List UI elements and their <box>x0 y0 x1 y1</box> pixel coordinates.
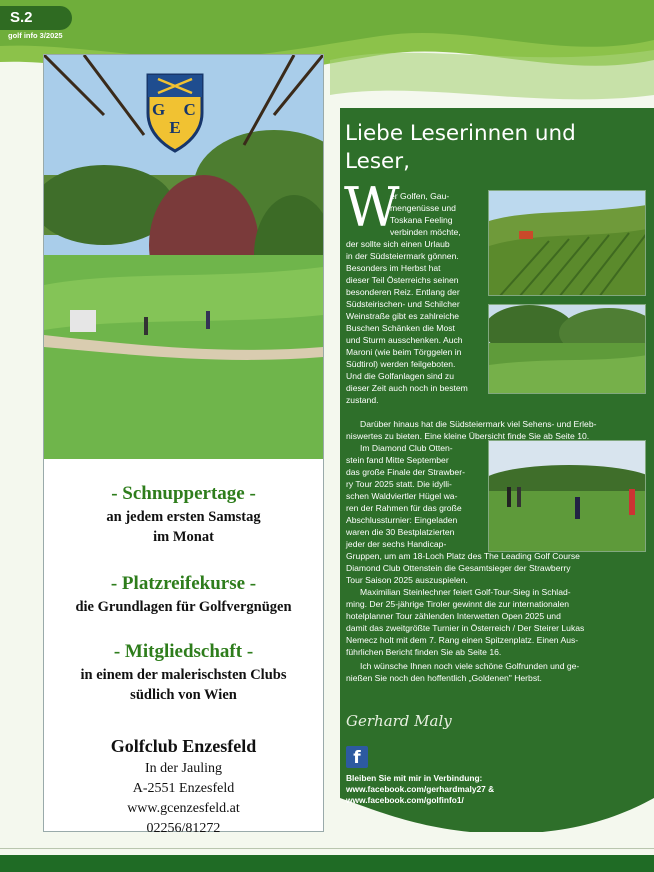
golf-course-photo <box>44 55 323 459</box>
text-line: Maximilian Steinlechner feiert Golf-Tour-Sieg in Schlad- <box>360 587 571 597</box>
footer-divider <box>0 848 654 849</box>
contact-block <box>346 773 494 806</box>
text-line: Nemecz holt mit dem 7. Rang einen Spitzenplatz. Einen Aus- <box>346 635 579 645</box>
text-line: in der Südsteiermark gönnen. <box>346 251 459 261</box>
text-line: besonderen Reiz. Entlang der <box>346 287 460 297</box>
phone-number: 02256/81272 <box>146 821 221 836</box>
headline-line: Leser, <box>345 149 410 174</box>
facebook-link-2[interactable]: www.facebook.com/golfinfo1/ <box>346 795 464 805</box>
editorial-headline <box>345 120 635 176</box>
address-line: In der Jauling <box>145 761 222 776</box>
website-link[interactable]: www.gcenzesfeld.at <box>127 801 240 816</box>
page-number: S.2 <box>0 6 72 30</box>
text-line: jeder der sechs Handicap- <box>346 539 447 549</box>
text-line: Weinstraße gibt es zahlreiche <box>346 311 460 321</box>
editorial-paragraph-4 <box>346 586 638 658</box>
text-line: dieser Zeit auch noch in bestem zustand. <box>346 383 468 405</box>
address-line: A-2551 Enzesfeld <box>132 781 235 796</box>
offer-line: in einem der malerischsten Clubs <box>80 667 287 683</box>
ad-text-block <box>44 459 323 839</box>
offer-line: die Grundlagen für Golfvergnügen <box>75 599 292 615</box>
club-name: Golfclub Enzesfeld <box>110 736 257 756</box>
text-line: Ich wünsche Ihnen noch viele schöne Golfrunden und ge- <box>360 661 580 671</box>
text-line: der sollte sich einen Urlaub <box>346 239 450 249</box>
text-line: hotelplanner Tour zählenden Interwetten Open 2025 und <box>346 611 561 621</box>
offer-line: an jedem ersten Samstag <box>106 509 261 525</box>
text-line: Darüber hinaus hat die Südsteiermark viel Sehens- und Erleb- <box>360 419 597 429</box>
text-line: Toskana Feeling <box>390 215 453 225</box>
text-line: ry Tour 2025 statt. Die idylli- <box>346 479 452 489</box>
golfclub-advertisement <box>43 54 324 836</box>
text-line: dieser Teil Österreichs seinen <box>346 275 459 285</box>
facebook-icon[interactable]: f <box>346 746 368 768</box>
contact-label: Bleiben Sie mit mir in Verbindung: <box>346 773 483 783</box>
offer-title-schnuppertage: - Schnuppertage - <box>111 483 256 504</box>
text-line: Südsteirischen- und Schilcher <box>346 299 460 309</box>
editorial-paragraph-3-continued <box>346 550 638 586</box>
text-line: damit das zweitgrößte Turnier in Österreich / Der Steirer Lukas <box>346 623 585 633</box>
issue-label: golf info 3/2025 <box>8 31 63 40</box>
text-line: Abschlussturnier: Eingeladen <box>346 515 458 525</box>
offer-line: im Monat <box>153 529 214 545</box>
offer-line: südlich von Wien <box>130 687 237 703</box>
headline-line: Liebe Leserinnen und <box>345 121 576 146</box>
text-line: Besonders im Herbst hat <box>346 263 441 273</box>
offer-title-mitgliedschaft: - Mitgliedschaft - <box>113 641 254 662</box>
text-line: ren der Rahmen für das große <box>346 503 462 513</box>
text-line: Buschen Schänken die Most <box>346 323 455 333</box>
text-line: das große Finale der Strawber- <box>346 467 465 477</box>
logo-letter-g: G <box>152 100 166 119</box>
editorial-paragraph-2 <box>346 418 638 442</box>
text-line: schen Waldviertler Hügel wa- <box>346 491 458 501</box>
logo-letter-e: E <box>169 118 181 137</box>
text-line: Und die Golfanlagen sind zu <box>346 371 454 381</box>
signature: Gerhard Maly <box>346 712 452 730</box>
logo-letter-c: C <box>183 100 196 119</box>
footer-bar <box>0 855 654 872</box>
text-line: Tour Saison 2025 auszuspielen. <box>346 575 468 585</box>
text-line: ming. Der 25-jährige Tiroler gewinnt die zur internationalen <box>346 599 570 609</box>
text-line: stein fand Mitte September <box>346 455 449 465</box>
text-line: Gruppen, um am 18-Loch Platz des The Leading Golf Course <box>346 551 580 561</box>
text-line: mengenüsse und <box>390 203 456 213</box>
text-line: nießen Sie noch den hoffentlich „Goldenen" Herbst. <box>346 673 542 683</box>
vineyard-photo <box>488 190 646 296</box>
facebook-link-1[interactable]: www.facebook.com/gerhardmaly27 & <box>346 784 495 794</box>
text-line: niswertes zu bieten. Eine kleine Übersicht finde Sie ab Seite 10. <box>346 431 590 441</box>
golfers-photo <box>488 440 646 552</box>
text-line: Maroni (wie beim Törggelen in <box>346 347 462 357</box>
text-line: führlichen Bericht finden Sie ab Seite 16. <box>346 647 502 657</box>
text-line: Im Diamond Club Otten- <box>360 443 453 453</box>
golf-fairway-photo <box>488 304 646 394</box>
text-line: waren die 30 Bestplatzierten <box>346 527 455 537</box>
text-line: Südtirol) werden feilgeboten. <box>346 359 456 369</box>
offer-title-platzreifekurse: - Platzreifekurse - <box>110 573 257 594</box>
text-line: Diamond Club Ottenstein die Gesamtsieger der Strawberry <box>346 563 571 573</box>
text-line: verbinden möchte, <box>390 227 461 237</box>
editorial-paragraph-5 <box>346 660 638 684</box>
text-line: und Sturm ausschenken. Auch <box>346 335 463 345</box>
text-line: er Golfen, Gau- <box>390 191 450 201</box>
dropcap: W <box>344 176 400 239</box>
